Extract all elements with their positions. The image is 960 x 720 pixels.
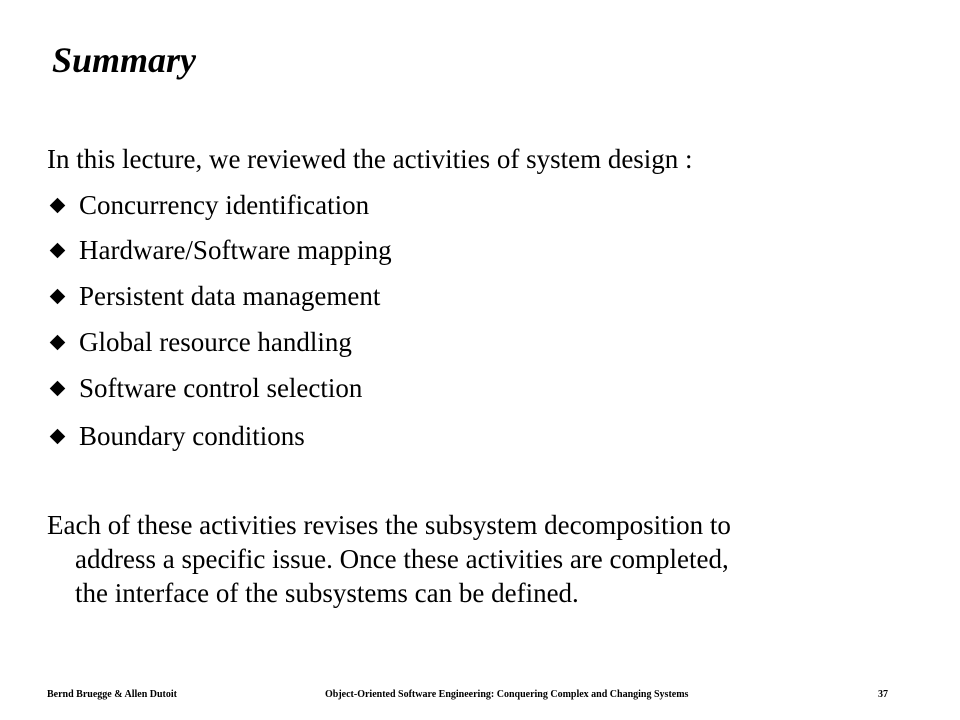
diamond-bullet-icon <box>50 428 66 444</box>
closing-line-3: the interface of the subsystems can be defined. <box>75 578 579 608</box>
bullet-text: Global resource handling <box>79 327 352 357</box>
footer-authors: Bernd Bruegge & Allen Dutoit <box>47 689 177 700</box>
bullet-item <box>49 370 362 406</box>
diamond-bullet-icon <box>50 242 66 258</box>
bullet-text: Persistent data management <box>79 281 381 311</box>
closing-paragraph <box>47 508 907 610</box>
bullet-item <box>49 232 392 268</box>
diamond-bullet-icon <box>50 380 66 396</box>
bullet-text: Software control selection <box>79 373 363 403</box>
bullet-item <box>49 418 305 454</box>
footer-page-number: 37 <box>878 689 888 700</box>
bullet-item <box>49 324 352 360</box>
intro-text: In this lecture, we reviewed the activities of system design : <box>47 144 693 174</box>
bullet-item <box>49 278 380 314</box>
footer-book-title: Object-Oriented Software Engineering: Conquering Complex and Changing Systems <box>325 689 689 700</box>
diamond-bullet-icon <box>50 197 66 213</box>
diamond-bullet-icon <box>50 334 66 350</box>
bullet-text: Concurrency identification <box>79 190 370 220</box>
closing-line-1: Each of these activities revises the subsystem decomposition to <box>47 510 731 540</box>
closing-line-2: address a specific issue. Once these activities are completed, <box>75 544 729 574</box>
diamond-bullet-icon <box>50 288 66 304</box>
bullet-text: Boundary conditions <box>79 421 305 451</box>
slide-title: Summary <box>52 40 197 80</box>
bullet-text: Hardware/Software mapping <box>79 235 392 265</box>
bullet-item <box>49 187 369 223</box>
